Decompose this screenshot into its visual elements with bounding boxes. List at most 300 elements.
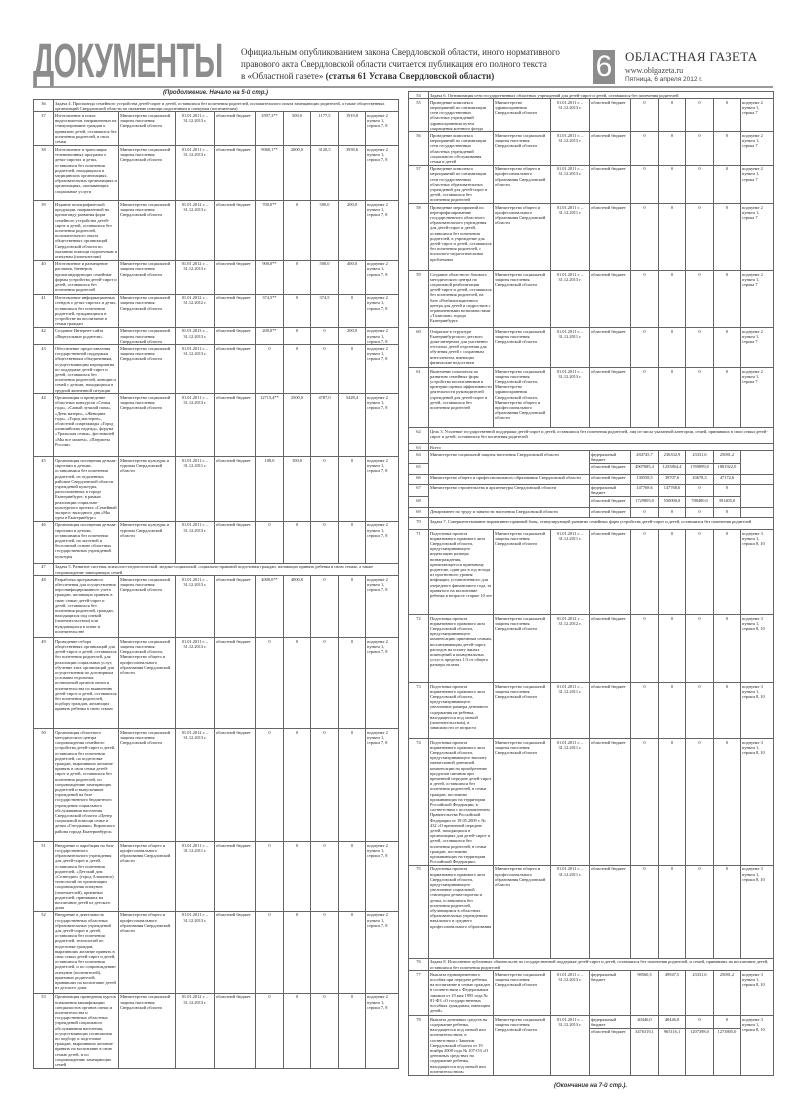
amount-total: 0 [256,345,284,394]
amount-2011: 49947,5 [659,971,686,1016]
executor-name: Министерство строительства и архитектуры Свердловской области [429,484,590,507]
amount-2013: 0 [714,530,741,615]
amount-total: 0 [631,132,659,165]
row-number: 54 [409,92,429,99]
amount-2013: 0 [714,165,741,203]
row-number: 37 [34,112,54,146]
activity-description: Подготовка проекта нормативного правового акта Свердловской области, предусматривающего увеличение социальной стипендии детям-сиротам и детям, оставшимся без попечения родителей, обучающимся в областных образовательных учреждениях начального и среднего профессионального образования [429,865,494,958]
activity-description: Организация и проведение областных конкурсов «Семья года», «Самый лучший папа», «День матери», «Женщина года», «Город мастеров», областной спартакиады «Город олимпийских надежд», форума «Уральская семья», фестивалей «Мы все можем», «Патриоты России» [54,394,119,457]
row-number: 47 [34,563,54,575]
funding-source: федеральный бюджет [590,971,631,1016]
target-indicator-reference: подпункт 3 пункта 1, строки 8, 10 [741,739,774,866]
amount-2013: 391405,0 [714,497,741,508]
row-number: 38 [34,146,54,201]
task-row [409,428,774,444]
amount-2012: 0 [686,99,714,132]
program-row [409,132,774,165]
activity-description: Внедрение в деятельность государственных областных образовательных учреждений для детей-сирот и детей, оставшихся без попечения родителей, технологий по подготовке граждан, выразивших желание принять в свои семьи детей-сирот и детей, оставшихся без попечения родителей, и по сопровождению опекунов (попечителей), приемных родителей, принявших на воспитание детей из детского дома [54,911,119,993]
responsible-executor: Министерство социальной защиты населения Свердловской области [119,146,176,201]
amount-total: 0 [631,615,659,683]
implementation-period: 01.01.2011 г. – 31.12.2013 г. [551,99,590,132]
amount-2013: 0 [339,294,366,327]
continued-to-note: (Окончание на 7-й стр.). [553,1082,628,1089]
funding-source: областной бюджет [590,204,631,271]
funding-source: областной бюджет [590,1028,631,1075]
target-indicator-reference: подпункт 2 пункта 1, строка 7 [741,165,774,203]
responsible-executor: Министерство социальной защиты населения Свердловской области [494,1016,551,1075]
implementation-period: 01.01.2011 г. – 31.12.2011 г. [551,204,590,271]
funding-source: областной бюджет [215,521,256,563]
responsible-executor: Министерство социальной защиты населения Свердловской области, Министерство здравоохранения Свердловской области, Министерство общего и профессионального образования Свердловской области [494,368,551,428]
target-indicator-reference: подпункт 2 пункта 1, строки 7, 8 [366,521,399,563]
summary-row [409,474,774,484]
amount-2013: 25081,2 [714,451,741,463]
amount-2011: 39707,6 [659,474,686,484]
target-indicator-reference: подпункт 2 пункта 1, строки 7, 8 [366,993,399,1068]
amount-2011: 0 [284,327,311,345]
amount-total: 0 [631,328,659,368]
funding-source: областной бюджет [590,271,631,328]
target-indicator-reference: подпункт 2 пункта 1, строки 7, 8 [366,294,399,327]
reference-empty [741,508,774,518]
amount-2013: 5428,4 [339,394,366,457]
task-heading: Задача 5. Развитие системы психолого-педагогической, медико-социальной, социально-правовой подготовки граждан, желающих принять ребенка в свою семью, а также сопровождение замещающих семей [54,563,399,575]
row-number: 78 [409,1016,429,1075]
amount-2013: 0 [714,1016,741,1029]
issue-date: Пятница, 6 апреля 2012 г. [625,76,703,83]
amount-2011: 0 [659,865,686,958]
row-number: 67 [409,484,429,496]
amount-2013: 0 [339,911,366,993]
target-indicator-reference: подпункт 3 пункта 1, строки 8, 10 [741,865,774,958]
row-number: 39 [34,201,54,260]
responsible-executor: Министерство социальной защиты населения Свердловской области [119,729,176,842]
amount-2012: 0 [311,457,339,521]
reference-empty [741,484,774,507]
summary-row [409,484,774,496]
amount-2011: 0 [284,260,311,294]
amount-2012: 0 [311,993,339,1068]
program-row [34,112,399,146]
amount-total: 0 [256,638,284,729]
amount-2012: 0 [686,615,714,683]
amount-2012: 0 [311,576,339,638]
row-number: 68 [409,497,429,508]
amount-2013: 0 [339,993,366,1068]
funding-source: областной бюджет [590,508,631,518]
row-number: 77 [409,971,429,1016]
implementation-period: 01.01.2012 г. – 31.12.2013 г. [176,201,215,260]
amount-2013: 0 [714,204,741,271]
implementation-period: 01.01.2011 г. – 31.12.2011 г. [551,683,590,739]
amount-2011: 550000,0 [659,497,686,508]
amount-total: 3597,3** [256,112,284,146]
amount-2011: 0 [284,993,311,1068]
target-indicator-reference: подпункт 2 пункта 1, строки 7, 8 [366,345,399,394]
amount-total: 100,0 [256,457,284,521]
funding-source: федеральный бюджет [590,484,631,496]
activity-description: Проведение мероприятий по перепрофилированию государственного областного образовательного учреждения для детей-сирот и детей, оставшихся без попечения родителей, в учреждение для детей-сирот и детей, оставшихся без попечения родителей, с психолого-педагогическими проблемами [429,204,494,271]
amount-2011: 0 [659,508,686,518]
amount-total: 4907685,4 [631,463,659,474]
task-row [409,92,774,99]
target-indicator-reference: подпункт 2 пункта 1, строки 7, 8 [366,201,399,260]
target-indicator-reference: подпункт 2 пункта 1, строка 7 [741,368,774,428]
row-number: 52 [34,911,54,993]
notice-line-3: в «Областной газете» [241,71,326,81]
amount-2012: 0 [686,1016,714,1029]
program-row [34,327,399,345]
responsible-executor: Министерство социальной защиты населения Свердловской области [119,294,176,327]
amount-2013: 0 [714,865,741,958]
activity-description: Выплата единовременного пособия при передаче ребенка на воспитание в семью граждан в соответствии с Федеральным законом от 19 мая 1995 года № 81-ФЗ «О государственных пособиях гражданам, имеющим детей» [429,971,494,1016]
amount-2013: 0 [339,521,366,563]
summary-row [409,508,774,518]
implementation-period: 01.01.2012 г. – 31.12.2013 г. [176,260,215,294]
amount-2012: 0 [686,204,714,271]
target-indicator-reference: подпункт 2 пункта 1, строки 7, 8 [366,842,399,912]
amount-total: 147768,6 [631,484,659,496]
row-number: 58 [409,204,429,271]
target-indicator-reference: подпункт 3 пункта 1, строки 8, 10 [741,683,774,739]
newspaper-name: ОБЛАСТНАЯ ГАЗЕТА [625,49,758,64]
amount-2011: 0 [659,368,686,428]
activity-description: Подготовка проекта нормативного правового акта Свердловской области, предусматривающего увеличение размера денежного содержания на ребенка, находящегося под опекой (попечительством), в зависимости от возраста [429,683,494,739]
amount-2011: 0 [659,615,686,683]
amount-total: 0 [631,165,659,203]
amount-2013: 0 [714,328,741,368]
funding-source: областной бюджет [590,497,631,508]
row-number: 46 [34,521,54,563]
amount-2011: 4000,0 [284,576,311,638]
row-number: 55 [409,99,429,132]
funding-source: областной бюджет [215,394,256,457]
target-indicator-reference: подпункт 2 пункта 1, строки 7, 8 [366,457,399,521]
summary-row [409,451,774,463]
program-row [409,165,774,203]
target-indicator-reference: подпункт 2 пункта 1, строки 7, 8 [366,260,399,294]
responsible-executor: Министерство социальной защиты населения Свердловской области [494,530,551,615]
responsible-executor: Министерство социальной защиты населения Свердловской области, Министерство общего и профессионального образования Свердловской области [119,638,176,729]
row-number: 69 [409,508,429,518]
activity-description: Обеспечение предоставления государственной поддержки общественным объединениям, осуществляющим мероприятия по поддержке детей-сирот и детей, оставшихся без попечения родителей, женщин и семей с детьми, находящихся в трудной жизненной ситуации [54,345,119,394]
row-number: 74 [409,739,429,866]
row-number: 73 [409,683,429,739]
amount-2011: 1255864,4 [659,463,686,474]
amount-total: 40446,0 [631,1016,659,1029]
responsible-executor: Министерство социальной защиты населения Свердловской области [494,739,551,866]
amount-total: 98560,3 [631,971,659,1016]
funding-source: федеральный бюджет [590,451,631,463]
target-indicator-reference: подпункт 2 пункта 1, строка 7 [741,132,774,165]
row-number: 70 [409,518,429,530]
amount-total: 700,0** [256,201,284,260]
amount-2011: 0 [659,530,686,615]
task-heading: Задача 6. Оптимизация сети государственных областных учреждений для детей-сирот и детей, оставшихся без попечения родителей [429,92,774,99]
amount-2013: 0 [714,484,741,496]
responsible-executor: Министерство социальной защиты населения Свердловской области [494,132,551,165]
activity-description: Проведение комплекса мероприятий по оптимизации сети государственных областных образовательных учреждений для детей-сирот и детей, оставшихся без попечения родителей [429,165,494,203]
implementation-period: 01.01.2011 г. – 31.12.2013 г. [176,394,215,457]
funding-source: областной бюджет [590,368,631,428]
row-number: 50 [34,729,54,842]
funding-source: областной бюджет [215,294,256,327]
target-indicator-reference: подпункт 2 пункта 1, строки 7, 8 [366,638,399,729]
activity-description: Организация проведения курсов повышения квалификации специалистов органов опеки и попечительства и государственных областных учреждений социального обслуживания населения, осуществляющих полномочия по подбору и подготовке граждан, выразивших желание принять на воспитание в свою семью детей, и по сопровождению замещающих семей [54,993,119,1068]
responsible-executor: Министерство культуры и туризма Свердловской области [119,521,176,563]
amount-2013: 0 [339,345,366,394]
right-column [408,91,773,1090]
amount-2013: 0 [714,271,741,328]
row-number: 44 [34,394,54,457]
program-row [409,971,774,1016]
row-number: 59 [409,271,429,328]
task-row [409,958,774,970]
amount-2012: 0 [311,521,339,563]
implementation-period: 01.01.2011 г. – 31.12.2013 г. [551,132,590,165]
activity-description: Создание Интернет-сайта «Виртуальные родители» [54,327,119,345]
activity-description: Открытие в структуре Екатеринбургского детского дома-интерната для умственно отсталых детей отделения для обучения детей с сохранным интеллектом, имеющих физические недостатки [429,328,494,368]
funding-source: областной бюджет [215,576,256,638]
amount-2011: 100,0 [284,457,311,521]
program-row [34,260,399,294]
section-title: ДОКУМЕНТЫ [33,35,223,88]
program-row [34,993,399,1068]
activity-description: Проведение комплекса мероприятий по оптимизации сети государственных областных учреждений социального обслуживания семьи и детей [429,132,494,165]
row-number: 61 [409,368,429,428]
amount-2012: 0 [311,911,339,993]
amount-2012: 23331,6 [686,451,714,463]
target-indicator-reference: подпункт 2 пункта 1, строки 7, 8 [366,327,399,345]
program-row [34,911,399,993]
amount-2012: 0 [311,729,339,842]
target-indicator-reference: подпункт 2 пункта 1, строка 7 [741,271,774,328]
amount-2011: 0 [284,294,311,327]
amount-2011: 0 [284,911,311,993]
implementation-period: 01.01.2011 г. – 31.12.2013 г. [176,576,215,638]
activity-description: Проведение отбора общественных организаций для детей-сирот и детей, оставшихся без попечения родителей, для реализации социальных услуг, обучение этих организаций для осуществления по договорным условиям отдельных полномочий органов опеки и попечительства по выявлению детей-сирот и детей, оставшихся без попечения родителей, подбору граждан, желающих принять ребенка в свою семью [54,638,119,729]
amount-2012: 0 [686,484,714,496]
program-row [34,201,399,260]
amount-2012: 1207398,0 [686,1028,714,1075]
amount-2012: 0 [686,530,714,615]
amount-total: 374,5** [256,294,284,327]
funding-source: областной бюджет [215,457,256,521]
activity-description: Подготовка проекта нормативного правового акта Свердловской области, предусматривающего компенсацию приемным семьям, воспитывающим детей-сирот, расходов на оплату жилых помещений и коммунальных услуг в пределах 1/3 от общего размера оплаты [429,615,494,683]
amount-2013: 0 [714,99,741,132]
responsible-executor: Министерство социальной защиты населения Свердловской области [119,260,176,294]
amount-2012: 4787,0 [311,394,339,457]
target-indicator-reference: подпункт 2 пункта 1, строка 7 [741,328,774,368]
funding-source: областной бюджет [590,328,631,368]
masthead [33,35,773,88]
row-number: 75 [409,865,429,958]
activity-description: Подготовка проекта нормативного правового акта Свердловской области, предусматривающего выплату ежемесячной денежной компенсации на приобретение продуктов питания при временной передаче детей-сирот и детей, оставшихся без попечения родителей, в семьи граждан, постоянно проживающих на территории Российской Федерации, в соответствии с постановлением Правительства Российской Федерации от 19.05.2009 г. № 432 «О временной передаче детей, находящихся в организациях для детей-сирот и детей, оставшихся без попечения родителей, в семьи граждан, постоянно проживающих на территории Российской Федерации» [429,739,494,866]
program-row [34,394,399,457]
amount-2011: 236332,9 [659,451,686,463]
program-row [409,530,774,615]
implementation-period: 01.01.2012 г. – 31.12.2012 г. [551,615,590,683]
implementation-period: 01.01.2011 г. – 31.12.2011 г. [551,739,590,866]
funding-source: областной бюджет [215,638,256,729]
implementation-period: 01.01.2011 г. – 31.12.2013 г. [176,521,215,563]
program-row [34,457,399,521]
target-indicator-reference: подпункт 2 пункта 1, строки 7, 8 [366,112,399,146]
amount-2011: 0 [659,204,686,271]
amount-total: 1729805,0 [631,497,659,508]
row-number: 45 [34,457,54,521]
implementation-period: 01.01.2011 г. – 31.12.2011 г. [551,328,590,368]
amount-2011: 147768,6 [659,484,686,496]
task-row [409,444,774,451]
responsible-executor: Министерство общего и профессионального образования Свердловской области [494,204,551,271]
amount-2011: 500,0 [284,112,311,146]
row-number: 40 [34,260,54,294]
task-heading: Цель 3. Усиление государственной поддержки детей-сирот и детей, оставшихся без попечения родителей, лиц из числа указанной категории, семей, принявших в свои семьи детей-сирот и детей, оставшихся без попечения родителей [429,428,774,444]
amount-total: 0 [631,99,659,132]
amount-2011: 0 [659,739,686,866]
implementation-period: 01.01.2011 г. – 31.12.2011 г. [551,530,590,615]
amount-2011: 0 [659,165,686,203]
row-number: 51 [34,842,54,912]
target-indicator-reference: подпункт 3 пункта 1, строки 8, 10 [741,615,774,683]
responsible-executor: Министерство социальной защиты населения Свердловской области [119,576,176,638]
amount-2012: 0 [686,271,714,328]
publication-notice [241,46,586,82]
target-indicator-reference: подпункт 3 пункта 1, строки 8, 10 [741,1016,774,1075]
amount-2013: 47172,6 [714,474,741,484]
program-row [34,345,399,394]
responsible-executor: Министерство социальной защиты населения Свердловской области [494,328,551,368]
amount-2012: 0 [311,327,339,345]
amount-total: 3476319,1 [631,1028,659,1075]
target-indicator-reference: подпункт 2 пункта 1, строки 7, 8 [366,394,399,457]
program-row [34,576,399,638]
program-row [409,615,774,683]
implementation-period: 01.01.2012 г. – 31.12.2013 г. [176,993,215,1068]
left-program-table [33,99,399,1069]
amount-2012: 374,5 [311,294,339,327]
amount-2011: 0 [659,132,686,165]
amount-2013: 0 [714,615,741,683]
amount-2011: 0 [284,521,311,563]
activity-description: Включение показателя по развитию семейных форм устройства воспитанников в критерии оценки эффективности деятельности руководителей учреждений для детей-сирот и детей, оставшихся без попечения родителей [429,368,494,428]
amount-2013: 0 [339,638,366,729]
row-number: 36 [34,100,54,112]
amount-2012: 0 [311,638,339,729]
program-row [34,294,399,327]
target-indicator-reference: подпункт 2 пункта 1, строка 7 [741,204,774,271]
activity-description: Изготовление информационных стендов о детях-сиротах и детях, оставшихся без попечения родителей, нуждающихся в устройстве на воспитание в семьи граждан [54,294,119,327]
activity-description: Создание областного базового методического центра по социальной реабилитации детей-сирот и детей, оставшихся без попечения родителей, на базе «Реабилитационного центра для детей и подростков с ограниченными возможностями «Талисман» города Екатеринбурга [429,271,494,328]
responsible-executor: Министерство социальной защиты населения Свердловской области [494,971,551,1016]
target-indicator-reference: подпункт 2 пункта 1, строки 7, 8 [366,911,399,993]
amount-2013: 1881922,0 [714,463,741,474]
amount-2012: 0 [311,345,339,394]
activity-description: Выплата денежных средств на содержание ребенка, находящегося под опекой или попечительством, в соответствии с Законом Свердловской области от 19 ноября 2008 года № 107-ОЗ «О денежных средствах на содержание ребенка, находящегося под опекой или попечительством» [429,1016,494,1075]
responsible-executor: Министерство общего и профессионального образования Свердловской области [119,842,176,912]
row-number: 65 [409,463,429,474]
row-number: 76 [409,958,429,970]
target-indicator-reference: подпункт 3 пункта 1, строки 8, 10 [741,971,774,1016]
funding-source: областной бюджет [590,865,631,958]
target-indicator-reference: подпункт 2 пункта 1, строки 7, 8 [366,729,399,842]
row-number: 63 [409,444,429,451]
amount-2012: 3120,5 [311,146,339,201]
amount-total: 0 [631,204,659,271]
funding-source: областной бюджет [215,112,256,146]
amount-2012: 0 [686,132,714,165]
amount-2012: 1769899,0 [686,463,714,474]
implementation-period: 01.01.2011 г. – 31.12.2013 г. [551,1016,590,1075]
implementation-period: 01.01.2011 г. – 31.12.2013 г. [176,911,215,993]
amount-2013: 0 [714,132,741,165]
amount-2011: 40446,0 [659,1016,686,1029]
amount-2011: 2500,0 [284,394,311,457]
amount-2013: 400,0 [339,260,366,294]
row-number: 56 [409,132,429,165]
program-row [409,683,774,739]
row-number: 72 [409,615,429,683]
activity-description: Проведение комплекса мероприятий по оптимизации сети государственных областных учреждений здравоохранения путем сокращения коечного фонда [429,99,494,132]
responsible-executor: Министерство социальной защиты населения Свердловской области [119,201,176,260]
amount-2013: 0 [714,739,741,866]
newspaper-website[interactable]: www.oblgazeta.ru [625,66,684,75]
page-number: 6 [593,50,615,84]
amount-2011: 0 [284,345,311,394]
activity-description: Внедрение и апробация на базе государственного образовательного учреждения для детей-сирот и детей, оставшихся без попечения родителей, «Детский дом «Созвездие» (город Алапаевск) технологий по организации сопровождения опекунов (попечителей), приемных родителей, принявших на воспитание детей из детского дома [54,842,119,912]
funding-source: областной бюджет [590,99,631,132]
row-number: 53 [34,993,54,1068]
amount-2011: 0 [284,201,311,260]
responsible-executor: Министерство культуры и туризма Свердловской области [119,457,176,521]
amount-2012: 43678,3 [686,474,714,484]
amount-total: 0 [631,271,659,328]
responsible-executor: Министерство социальной защиты населения Свердловской области [494,683,551,739]
implementation-period: 01.01.2011 г. – 31.12.2011 г. [176,457,215,521]
program-row [409,271,774,328]
amount-total: 0 [256,729,284,842]
activity-description: Организация посещения детьми-сиротами и детьми, оставшимися без попечения родителей, из отдаленных районов Свердловской области учреждений культуры, расположенных в городе Екатеринбурге, в рамках реализации социально-культурного проекта «Семейный экспресс выходного дня «Мы едем в Екатеринбург» [55,457,117,521]
responsible-executor: Министерство общего и профессионального образования Свердловской области [494,165,551,203]
amount-2013: 0 [339,842,366,912]
amount-total: 0 [256,911,284,993]
funding-source: областной бюджет [590,683,631,739]
implementation-period: 01.01.2011 г. – 31.12.2013 г. [176,638,215,729]
program-row [409,865,774,958]
amount-2011: 0 [659,99,686,132]
funding-source: областной бюджет [215,345,256,394]
funding-source: областной бюджет [590,739,631,866]
amount-2011: 0 [659,328,686,368]
activity-description: Разработка программного обеспечения для осуществления персонифицированного учета граждан, желающих принять в свою семью детей-сирот и детей, оставшихся без попечения родителей, граждан, находящихся под опекой (попечительством) или нуждающихся в опеке и попечительстве [54,576,119,638]
implementation-period: 01.01.2011 г. – 31.12.2013 г. [551,368,590,428]
program-row [409,1016,774,1029]
implementation-period: 01.01.2013 г. – 31.12.2013 г. [176,327,215,345]
amount-total: 0 [256,993,284,1068]
task-heading: Задача 8. Исполнение публичных обязательств по государственной поддержке детей-сирот и детей, оставшихся без попечения родителей, и семей, принявших на воспитание детей, оставшихся без попечения родителей [429,958,774,970]
amount-2012: 1177,5 [311,112,339,146]
amount-2012: 0 [686,165,714,203]
continued-from-note: (Продолжение. Начало на 5-й стр.) [162,90,269,96]
funding-source: федеральный бюджет [590,1016,631,1029]
activity-description: Издание полиграфической продукции, направленной на пропаганду развития форм семейного устройства детей-сирот и детей, оставшихся без попечения родителей, положительного опыта общественных организаций Свердловской области по оказанию помощи подопечным и опекунам (попечителям) [55,201,118,259]
funding-source: областной бюджет [215,327,256,345]
amount-total: 900,0** [256,260,284,294]
right-program-table [408,91,774,1076]
amount-2013: 0 [339,457,366,521]
activity-description: Организация посещения детьми-сиротами и детьми, оставшимися без попечения родителей, на льготной и бесплатной основе областных государственных учреждений культуры [54,521,119,563]
